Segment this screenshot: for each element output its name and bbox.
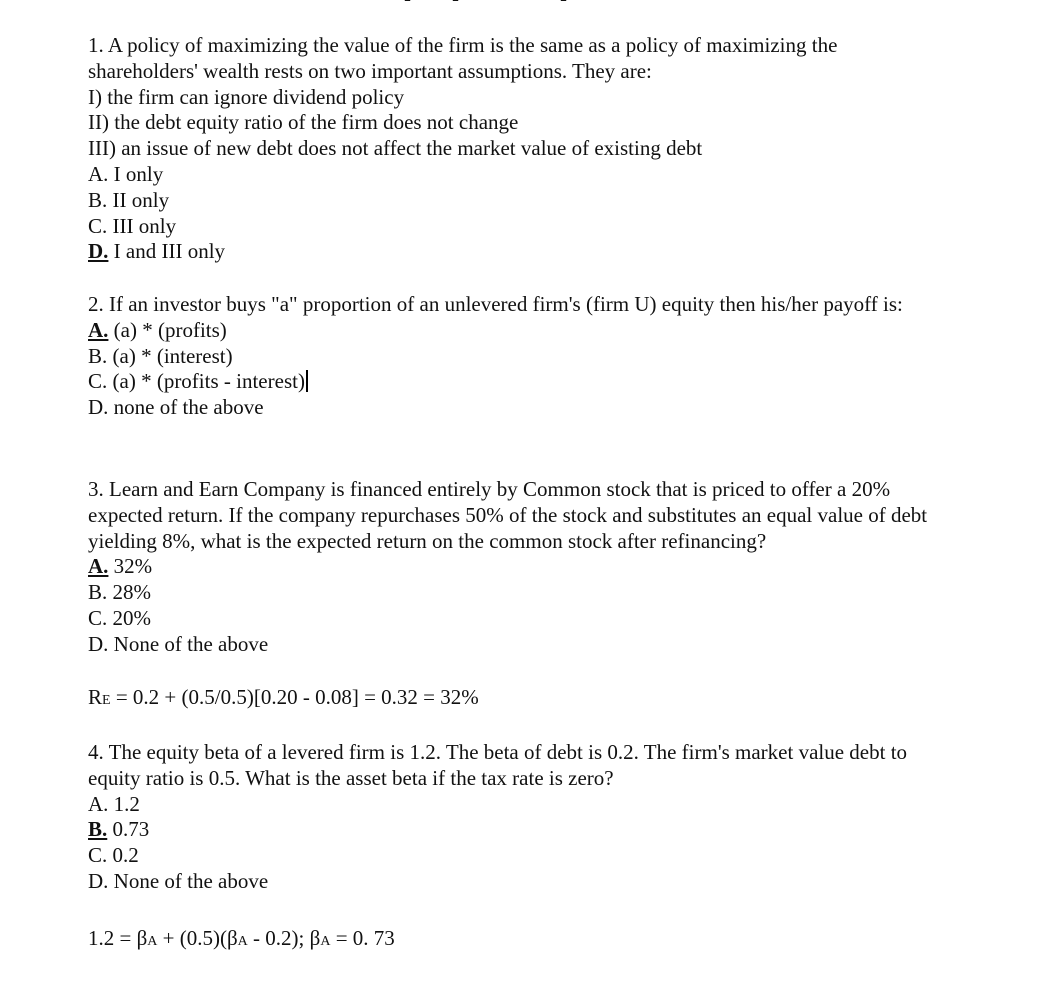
- option-letter: A.: [88, 161, 109, 186]
- option-letter: B.: [88, 187, 108, 212]
- option-letter: C.: [88, 605, 108, 630]
- option-text: (a) * (profits): [108, 317, 227, 342]
- text-cursor: [306, 370, 308, 392]
- answer-option: [88, 869, 958, 895]
- answer-option: [88, 580, 958, 606]
- work-subscript: A: [237, 934, 248, 949]
- answer-option: [88, 395, 958, 421]
- answer-option: [88, 606, 958, 632]
- work-part: = 0. 73: [330, 926, 395, 950]
- option-text: III only: [107, 213, 177, 238]
- option-text: None of the above: [108, 631, 269, 656]
- work-part: - 0.2); β: [247, 926, 321, 950]
- option-letter: D.: [88, 239, 109, 264]
- option-text: II only: [107, 187, 170, 212]
- solution-work: [88, 926, 958, 955]
- work-subscript: A: [147, 934, 158, 949]
- option-letter: B.: [88, 580, 108, 605]
- answer-option: [88, 344, 958, 370]
- option-letter: C.: [88, 843, 108, 868]
- answer-option: [88, 843, 958, 869]
- work-subscript: A: [320, 934, 331, 949]
- question-2: [88, 292, 958, 421]
- cropped-previous-text: [0, 0, 1062, 8]
- option-letter: A.: [88, 791, 109, 816]
- option-letter: D.: [88, 631, 109, 656]
- option-text: 0.73: [107, 817, 150, 842]
- question-4: [88, 740, 958, 895]
- option-text: (a) * (interest): [107, 343, 233, 368]
- answer-option: [88, 369, 958, 395]
- correct-answer-option: [88, 817, 958, 843]
- question-1: [88, 33, 958, 265]
- work-symbol: R: [88, 685, 103, 709]
- option-letter: A.: [88, 317, 109, 342]
- correct-answer-option: [88, 318, 958, 344]
- answer-option: [88, 188, 958, 214]
- question-stem: 4. The equity beta of a levered firm is 1.2. The beta of debt is 0.2. The firm's market value debt to equity ratio is 0.5. What is the asset beta if the tax rate is zero?: [88, 740, 908, 790]
- option-text: None of the above: [108, 868, 269, 893]
- option-text: 20%: [107, 605, 152, 630]
- option-text: none of the above: [108, 395, 264, 420]
- option-text: 32%: [108, 554, 153, 579]
- correct-answer-option: [88, 239, 958, 265]
- work-part: 1.2 = β: [88, 926, 148, 950]
- question-stem: 2. If an investor buys "a" proportion of an unlevered firm's (firm U) equity then his/her payoff is:: [88, 292, 903, 316]
- work-equation: = 0.2 + (0.5/0.5)[0.20 - 0.08] = 0.32 = 32%: [110, 685, 479, 709]
- assumption-item: II) the debt equity ratio of the firm does not change: [88, 110, 519, 135]
- option-text: 0.2: [107, 843, 139, 868]
- question-stem: 1. A policy of maximizing the value of the firm is the same as a policy of maximizing the shareholders' wealth rests on two important assumptions. They are:: [88, 33, 838, 83]
- option-text: I only: [108, 161, 164, 186]
- correct-answer-option: [88, 554, 958, 580]
- answer-option: [88, 214, 958, 240]
- solution-work: [88, 685, 958, 714]
- answer-option: [88, 162, 958, 188]
- work-subscript: E: [102, 693, 111, 708]
- question-stem: 3. Learn and Earn Company is financed entirely by Common stock that is priced to offer a 20% expected return. If the company repurchases 50% of the stock and substitutes an equal value of debt yielding 8%, what is the expected return on the common stock after refinancing?: [88, 477, 928, 553]
- option-letter: B.: [88, 343, 108, 368]
- option-letter: B.: [88, 817, 108, 842]
- option-letter: C.: [88, 369, 108, 394]
- work-part: + (0.5)(β: [157, 926, 238, 950]
- option-text: 1.2: [108, 791, 140, 816]
- option-text: (a) * (profits - interest): [107, 369, 305, 394]
- assumption-item: III) an issue of new debt does not affect the market value of existing debt: [88, 136, 703, 161]
- option-text: I and III only: [108, 239, 226, 264]
- option-letter: D.: [88, 395, 109, 420]
- option-letter: A.: [88, 554, 109, 579]
- option-text: 28%: [107, 580, 152, 605]
- option-letter: C.: [88, 213, 108, 238]
- answer-option: [88, 632, 958, 658]
- assumption-item: I) the firm can ignore dividend policy: [88, 84, 405, 109]
- question-3: [88, 477, 958, 658]
- answer-option: [88, 792, 958, 818]
- option-letter: D.: [88, 868, 109, 893]
